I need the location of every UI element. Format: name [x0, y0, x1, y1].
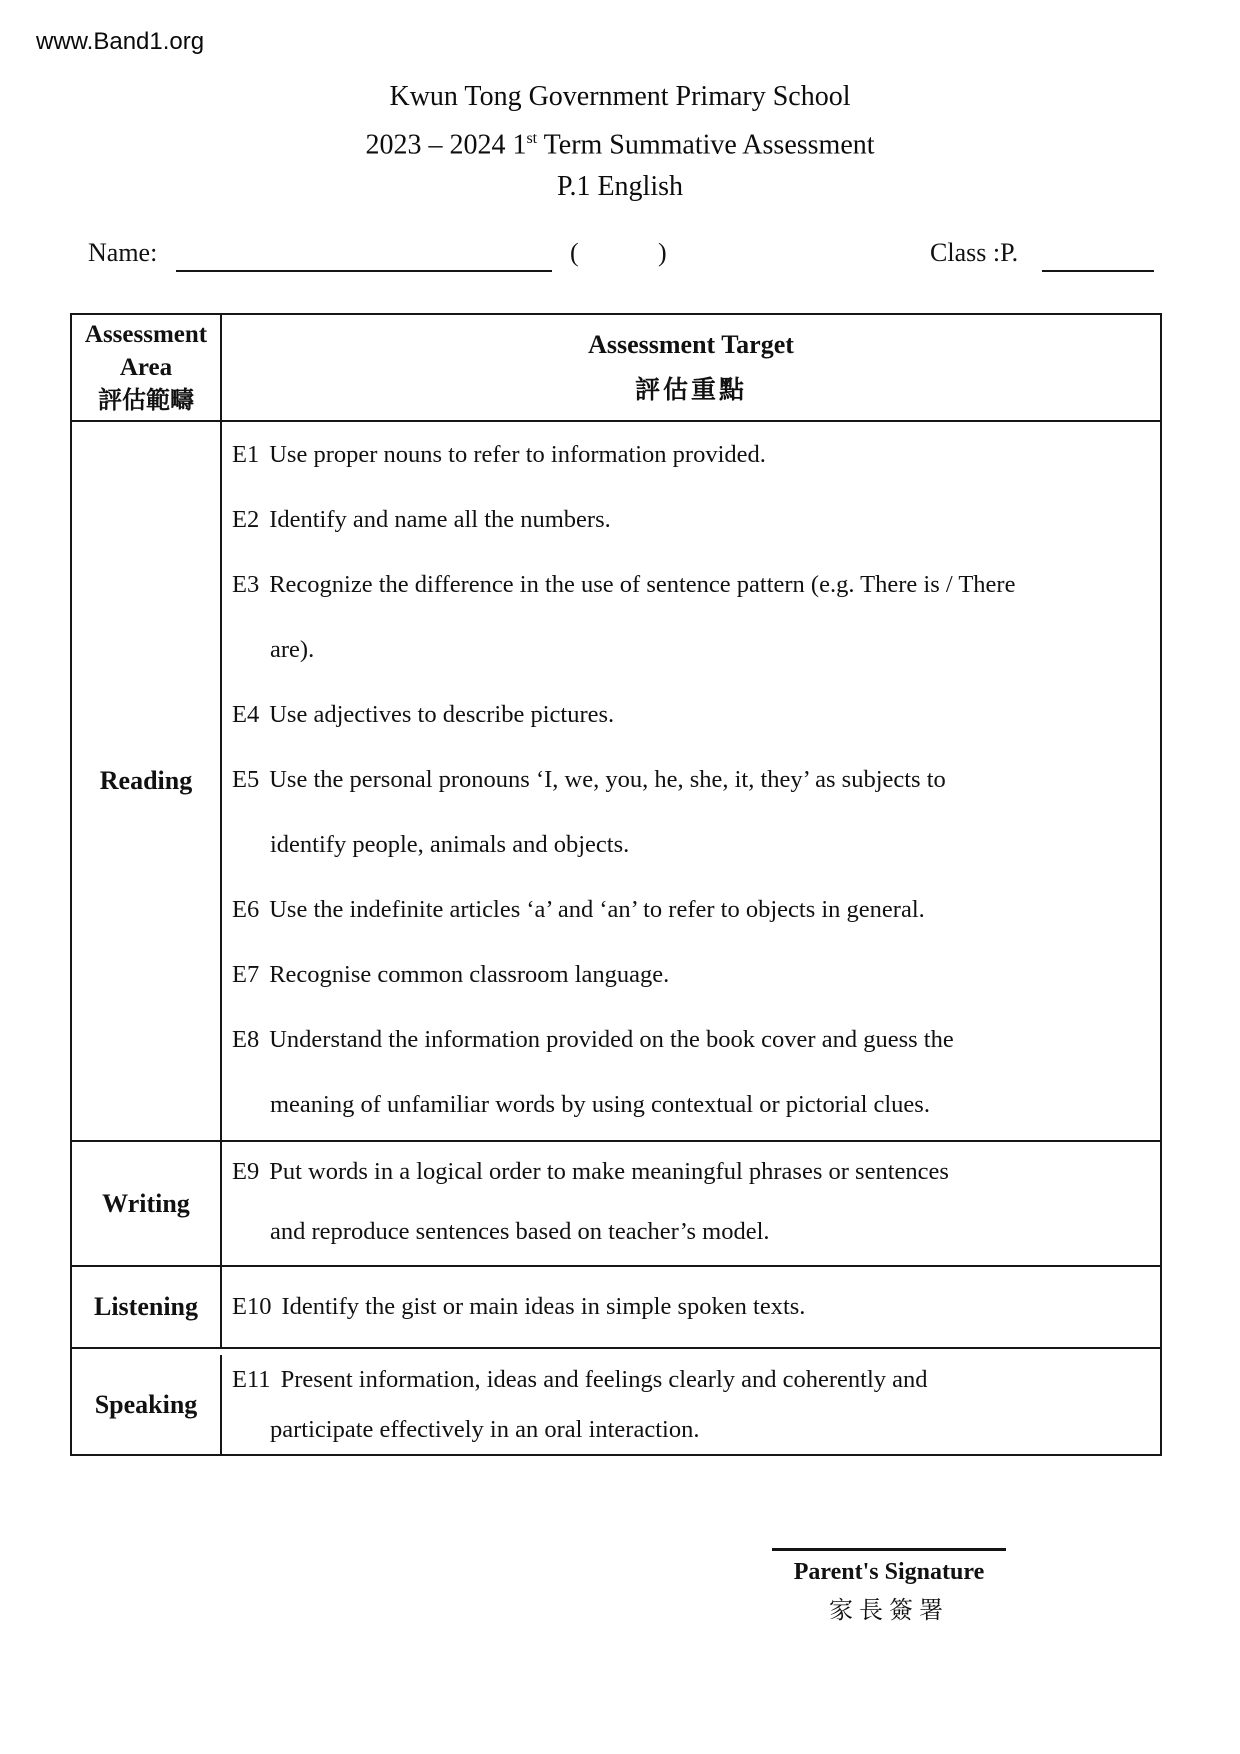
target-code: E10 — [232, 1293, 272, 1320]
area-label-reading: Reading — [99, 766, 193, 795]
assessment-target-line — [222, 682, 1160, 747]
assessment-area-header-zh: 評估範疇 — [98, 387, 194, 414]
assessment-target-line — [222, 877, 1160, 942]
name-blank-line — [176, 236, 552, 272]
ordinal-superscript: st — [526, 130, 538, 147]
target-text: Recognise common classroom language. — [269, 960, 670, 988]
writing-targets-cell — [222, 1142, 1160, 1265]
assessment-area-header-line1: Assessment — [84, 320, 208, 348]
class-blank-line — [1042, 236, 1154, 272]
area-label-listening: Listening — [93, 1292, 199, 1321]
target-text: are). — [270, 635, 315, 663]
assessment-target-header-zh: 評估重點 — [634, 376, 747, 404]
table-row-listening — [72, 1265, 1160, 1347]
table-header-row — [72, 315, 1160, 420]
assessment-target-line — [222, 1007, 1160, 1072]
assessment-target-line-continuation — [222, 1202, 1160, 1262]
assessment-target-line-continuation — [222, 617, 1160, 682]
watermark-url: www.Band1.org — [36, 28, 205, 55]
target-code: E7 — [232, 960, 260, 988]
area-label-listening-cell — [72, 1267, 222, 1347]
target-code: E9 — [232, 1158, 260, 1185]
area-label-speaking-cell — [72, 1355, 222, 1454]
assessment-target-line-continuation — [222, 1405, 1160, 1455]
name-class-row — [0, 236, 1240, 282]
parent-signature-block — [772, 1548, 1006, 1625]
school-name: Kwun Tong Government Primary School — [389, 81, 851, 112]
assessment-target-line — [222, 1142, 1160, 1202]
target-text: Understand the information provided on the book cover and guess the — [269, 1025, 954, 1053]
table-row-reading — [72, 420, 1160, 1140]
assessment-target-line — [222, 1355, 1160, 1405]
target-text: Present information, ideas and feelings clearly and coherently and — [280, 1366, 928, 1393]
target-text: Recognize the difference in the use of sentence pattern (e.g. There is / There — [269, 570, 1016, 598]
target-text: meaning of unfamiliar words by using contextual or pictorial clues. — [270, 1090, 930, 1118]
parent-signature-label: Parent's Signature — [793, 1559, 985, 1585]
target-text: and reproduce sentences based on teacher’s model. — [270, 1218, 770, 1245]
assessment-target-line — [222, 747, 1160, 812]
target-code: E11 — [232, 1366, 271, 1393]
area-label-reading-cell — [72, 422, 222, 1140]
assessment-table — [70, 313, 1162, 1456]
target-text: identify people, animals and objects. — [270, 830, 630, 858]
table-row-writing — [72, 1140, 1160, 1265]
area-label-writing-cell — [72, 1142, 222, 1265]
area-label-writing: Writing — [102, 1188, 190, 1218]
target-code: E5 — [232, 765, 260, 793]
target-text: Use proper nouns to refer to information provided. — [269, 440, 766, 468]
target-code: E1 — [232, 440, 260, 468]
class-number-paren-open: ( — [570, 238, 579, 267]
assessment-target-line-continuation — [222, 812, 1160, 877]
target-text: Identify the gist or main ideas in simple spoken texts. — [281, 1293, 806, 1320]
speaking-targets-cell — [222, 1355, 1160, 1454]
assessment-target-line — [222, 552, 1160, 617]
assessment-area-header-line2: Area — [119, 353, 173, 381]
target-text: Put words in a logical order to make meaningful phrases or sentences — [269, 1158, 949, 1185]
target-code: E8 — [232, 1025, 260, 1053]
assessment-area-header-cell — [72, 315, 222, 420]
target-code: E4 — [232, 700, 260, 728]
assessment-target-header-en: Assessment Target — [588, 329, 794, 359]
target-code: E2 — [232, 505, 260, 533]
assessment-target-line — [222, 422, 1160, 487]
subject-title: P.1 English — [556, 171, 684, 203]
reading-targets-cell — [222, 422, 1160, 1140]
listening-targets-cell — [222, 1267, 1160, 1347]
target-text: participate effectively in an oral interaction. — [270, 1416, 700, 1443]
area-label-speaking: Speaking — [94, 1389, 198, 1419]
assessment-target-line-continuation — [222, 1072, 1160, 1137]
target-text: Identify and name all the numbers. — [269, 505, 611, 533]
term-title: 2023 – 2024 1st Term Summative Assessment — [365, 129, 875, 161]
assessment-target-line — [222, 1267, 1160, 1347]
parent-signature-label-zh: 家長簽署 — [829, 1598, 949, 1624]
target-text: Use adjectives to describe pictures. — [269, 700, 615, 728]
table-row-speaking — [72, 1347, 1160, 1454]
target-code: E6 — [232, 895, 260, 923]
class-label: Class :P. — [930, 238, 1019, 267]
document-title-block — [0, 76, 1240, 208]
target-text: Use the personal pronouns ‘I, we, you, he, she, it, they’ as subjects to — [269, 765, 946, 793]
class-number-paren-close: ) — [658, 238, 667, 267]
target-code: E3 — [232, 570, 260, 598]
assessment-target-header-cell — [222, 315, 1160, 420]
target-text: Use the indefinite articles ‘a’ and ‘an’ to refer to objects in general. — [269, 895, 925, 923]
name-label: Name: — [88, 238, 158, 267]
assessment-target-line — [222, 942, 1160, 1007]
assessment-target-line — [222, 487, 1160, 552]
